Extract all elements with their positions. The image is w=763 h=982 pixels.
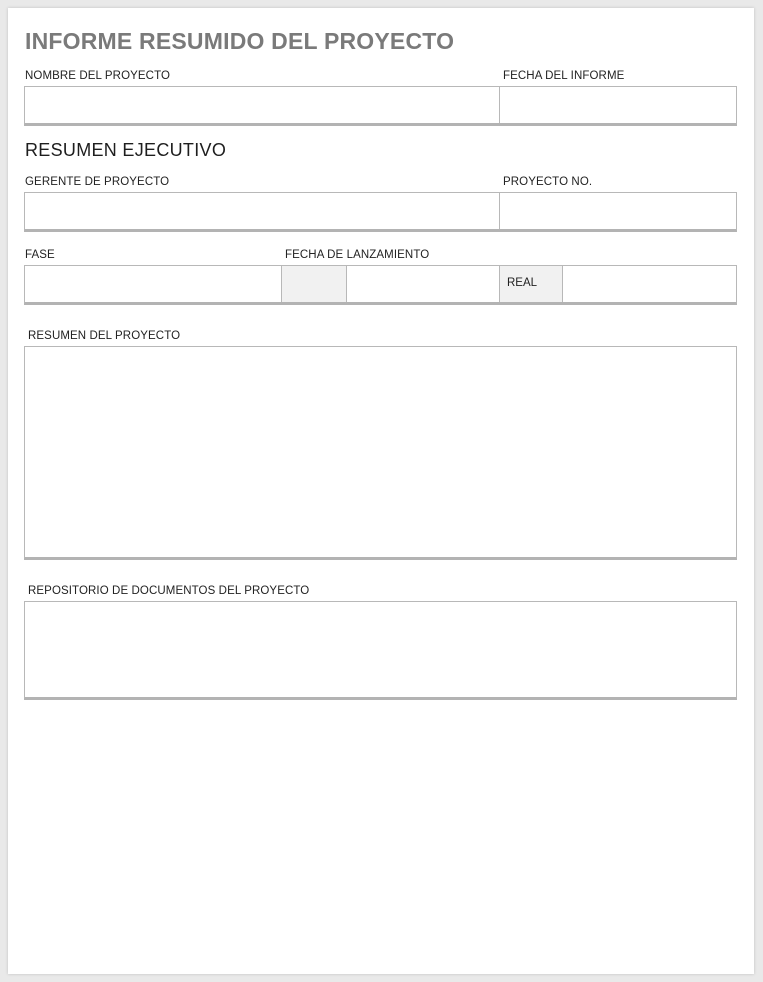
launch-date-cell[interactable] (347, 266, 500, 302)
project-name-field[interactable] (25, 87, 499, 123)
project-summary-box[interactable] (24, 346, 737, 560)
document-repository-textarea[interactable] (25, 602, 736, 697)
project-number-field[interactable] (500, 193, 736, 229)
manager-row (24, 192, 737, 232)
report-date-label: FECHA DEL INFORME (503, 70, 625, 82)
actual-label-cell (500, 266, 563, 302)
project-name-cell[interactable] (25, 87, 500, 123)
page-title: INFORME RESUMIDO DEL PROYECTO (25, 28, 455, 54)
project-number-cell[interactable] (500, 193, 736, 229)
document-repository-label: REPOSITORIO DE DOCUMENTOS DEL PROYECTO (28, 585, 310, 597)
project-summary-label: RESUMEN DEL PROYECTO (28, 330, 181, 342)
launch-date-shaded-cell (282, 266, 347, 302)
phase-label: FASE (25, 249, 55, 261)
actual-value-field[interactable] (563, 266, 736, 302)
project-summary-textarea[interactable] (25, 347, 736, 557)
executive-summary-heading: RESUMEN EJECUTIVO (25, 140, 227, 160)
document-repository-box[interactable] (24, 601, 737, 700)
phase-row (24, 265, 737, 305)
project-manager-field[interactable] (25, 193, 499, 229)
actual-label: REAL (507, 277, 538, 289)
phase-field[interactable] (25, 266, 281, 302)
project-name-label: NOMBRE DEL PROYECTO (25, 70, 171, 82)
project-manager-label: GERENTE DE PROYECTO (25, 176, 170, 188)
document-page (8, 8, 754, 974)
project-header-row (24, 86, 737, 126)
project-number-label: PROYECTO NO. (503, 176, 593, 188)
launch-date-field[interactable] (347, 266, 499, 302)
report-date-cell[interactable] (500, 87, 736, 123)
actual-value-cell[interactable] (563, 266, 736, 302)
project-manager-cell[interactable] (25, 193, 500, 229)
report-date-field[interactable] (500, 87, 736, 123)
launch-date-label: FECHA DE LANZAMIENTO (285, 249, 430, 261)
phase-cell[interactable] (25, 266, 282, 302)
